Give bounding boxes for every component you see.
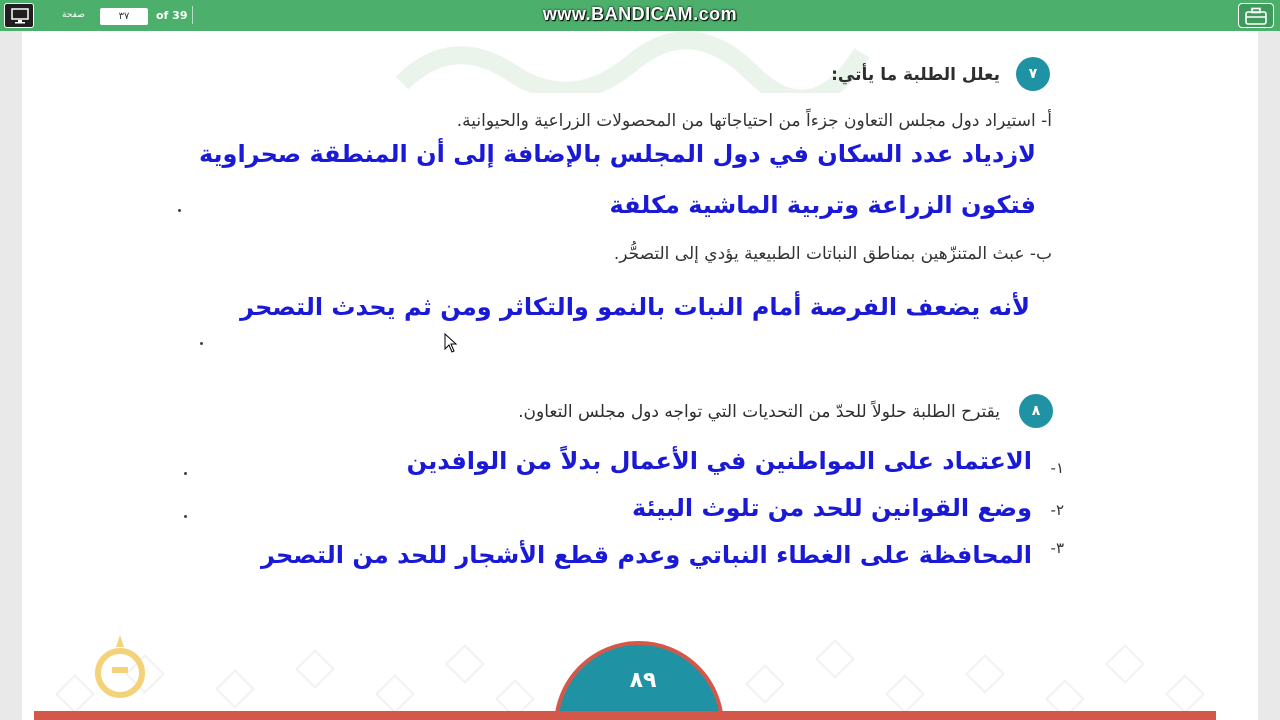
publisher-logo-icon [94, 631, 146, 701]
question-7a-text: أ- استيراد دول مجلس التعاون جزءاً من احتياجاتها من المحصولات الزراعية والحيوانية. [456, 111, 1052, 131]
briefcase-button[interactable] [1238, 3, 1274, 28]
blank-dot [178, 209, 181, 212]
page-number: ٨٩ [629, 668, 657, 693]
blank-dot [184, 472, 187, 475]
viewer-toolbar [0, 0, 1280, 31]
list-item: الاعتماد على المواطنين في الأعمال بدلاً من الوافدين [406, 447, 1032, 475]
list-item-number: ٣- [1050, 539, 1064, 557]
footer-band [34, 711, 1216, 720]
mouse-pointer-icon [444, 333, 458, 353]
blank-dot [184, 515, 187, 518]
question-8-title: يقترح الطلبة حلولاً للحدّ من التحديات التي تواجه دول مجلس التعاون. [518, 402, 1000, 422]
list-item-number: ١- [1050, 459, 1064, 477]
list-item-number: ٢- [1050, 501, 1064, 519]
question-7b-answer: لأنه يضعف الفرصة أمام النبات بالنمو والتكاثر ومن ثم يحدث التصحر [240, 293, 1030, 321]
blank-dot [200, 342, 203, 345]
question-7-title: يعلل الطلبة ما يأتي: [831, 65, 1000, 85]
briefcase-icon [1244, 7, 1268, 25]
question-7-badge: ٧ [1016, 57, 1050, 91]
header-decoration [392, 31, 872, 108]
page-label: صفحة [62, 10, 85, 20]
recorder-watermark: www.BANDICAM.com [542, 4, 738, 24]
question-7a-answer-line2: فتكون الزراعة وتربية الماشية مكلفة [609, 191, 1036, 219]
list-item: وضع القوانين للحد من تلوث البيئة [631, 494, 1032, 522]
list-item: المحافظة على الغطاء النباتي وعدم قطع الأشجار للحد من التصحر [261, 541, 1032, 569]
question-7b-text: ب- عبث المتنزّهين بمناطق النباتات الطبيعية يؤدي إلى التصحُّر. [613, 244, 1052, 264]
document-page [22, 31, 1258, 720]
question-7a-answer-line1: لازدياد عدد السكان في دول المجلس بالإضافة إلى أن المنطقة صحراوية [198, 140, 1036, 168]
question-8-badge: ٨ [1019, 394, 1053, 428]
page-total: of 39 [156, 9, 188, 22]
